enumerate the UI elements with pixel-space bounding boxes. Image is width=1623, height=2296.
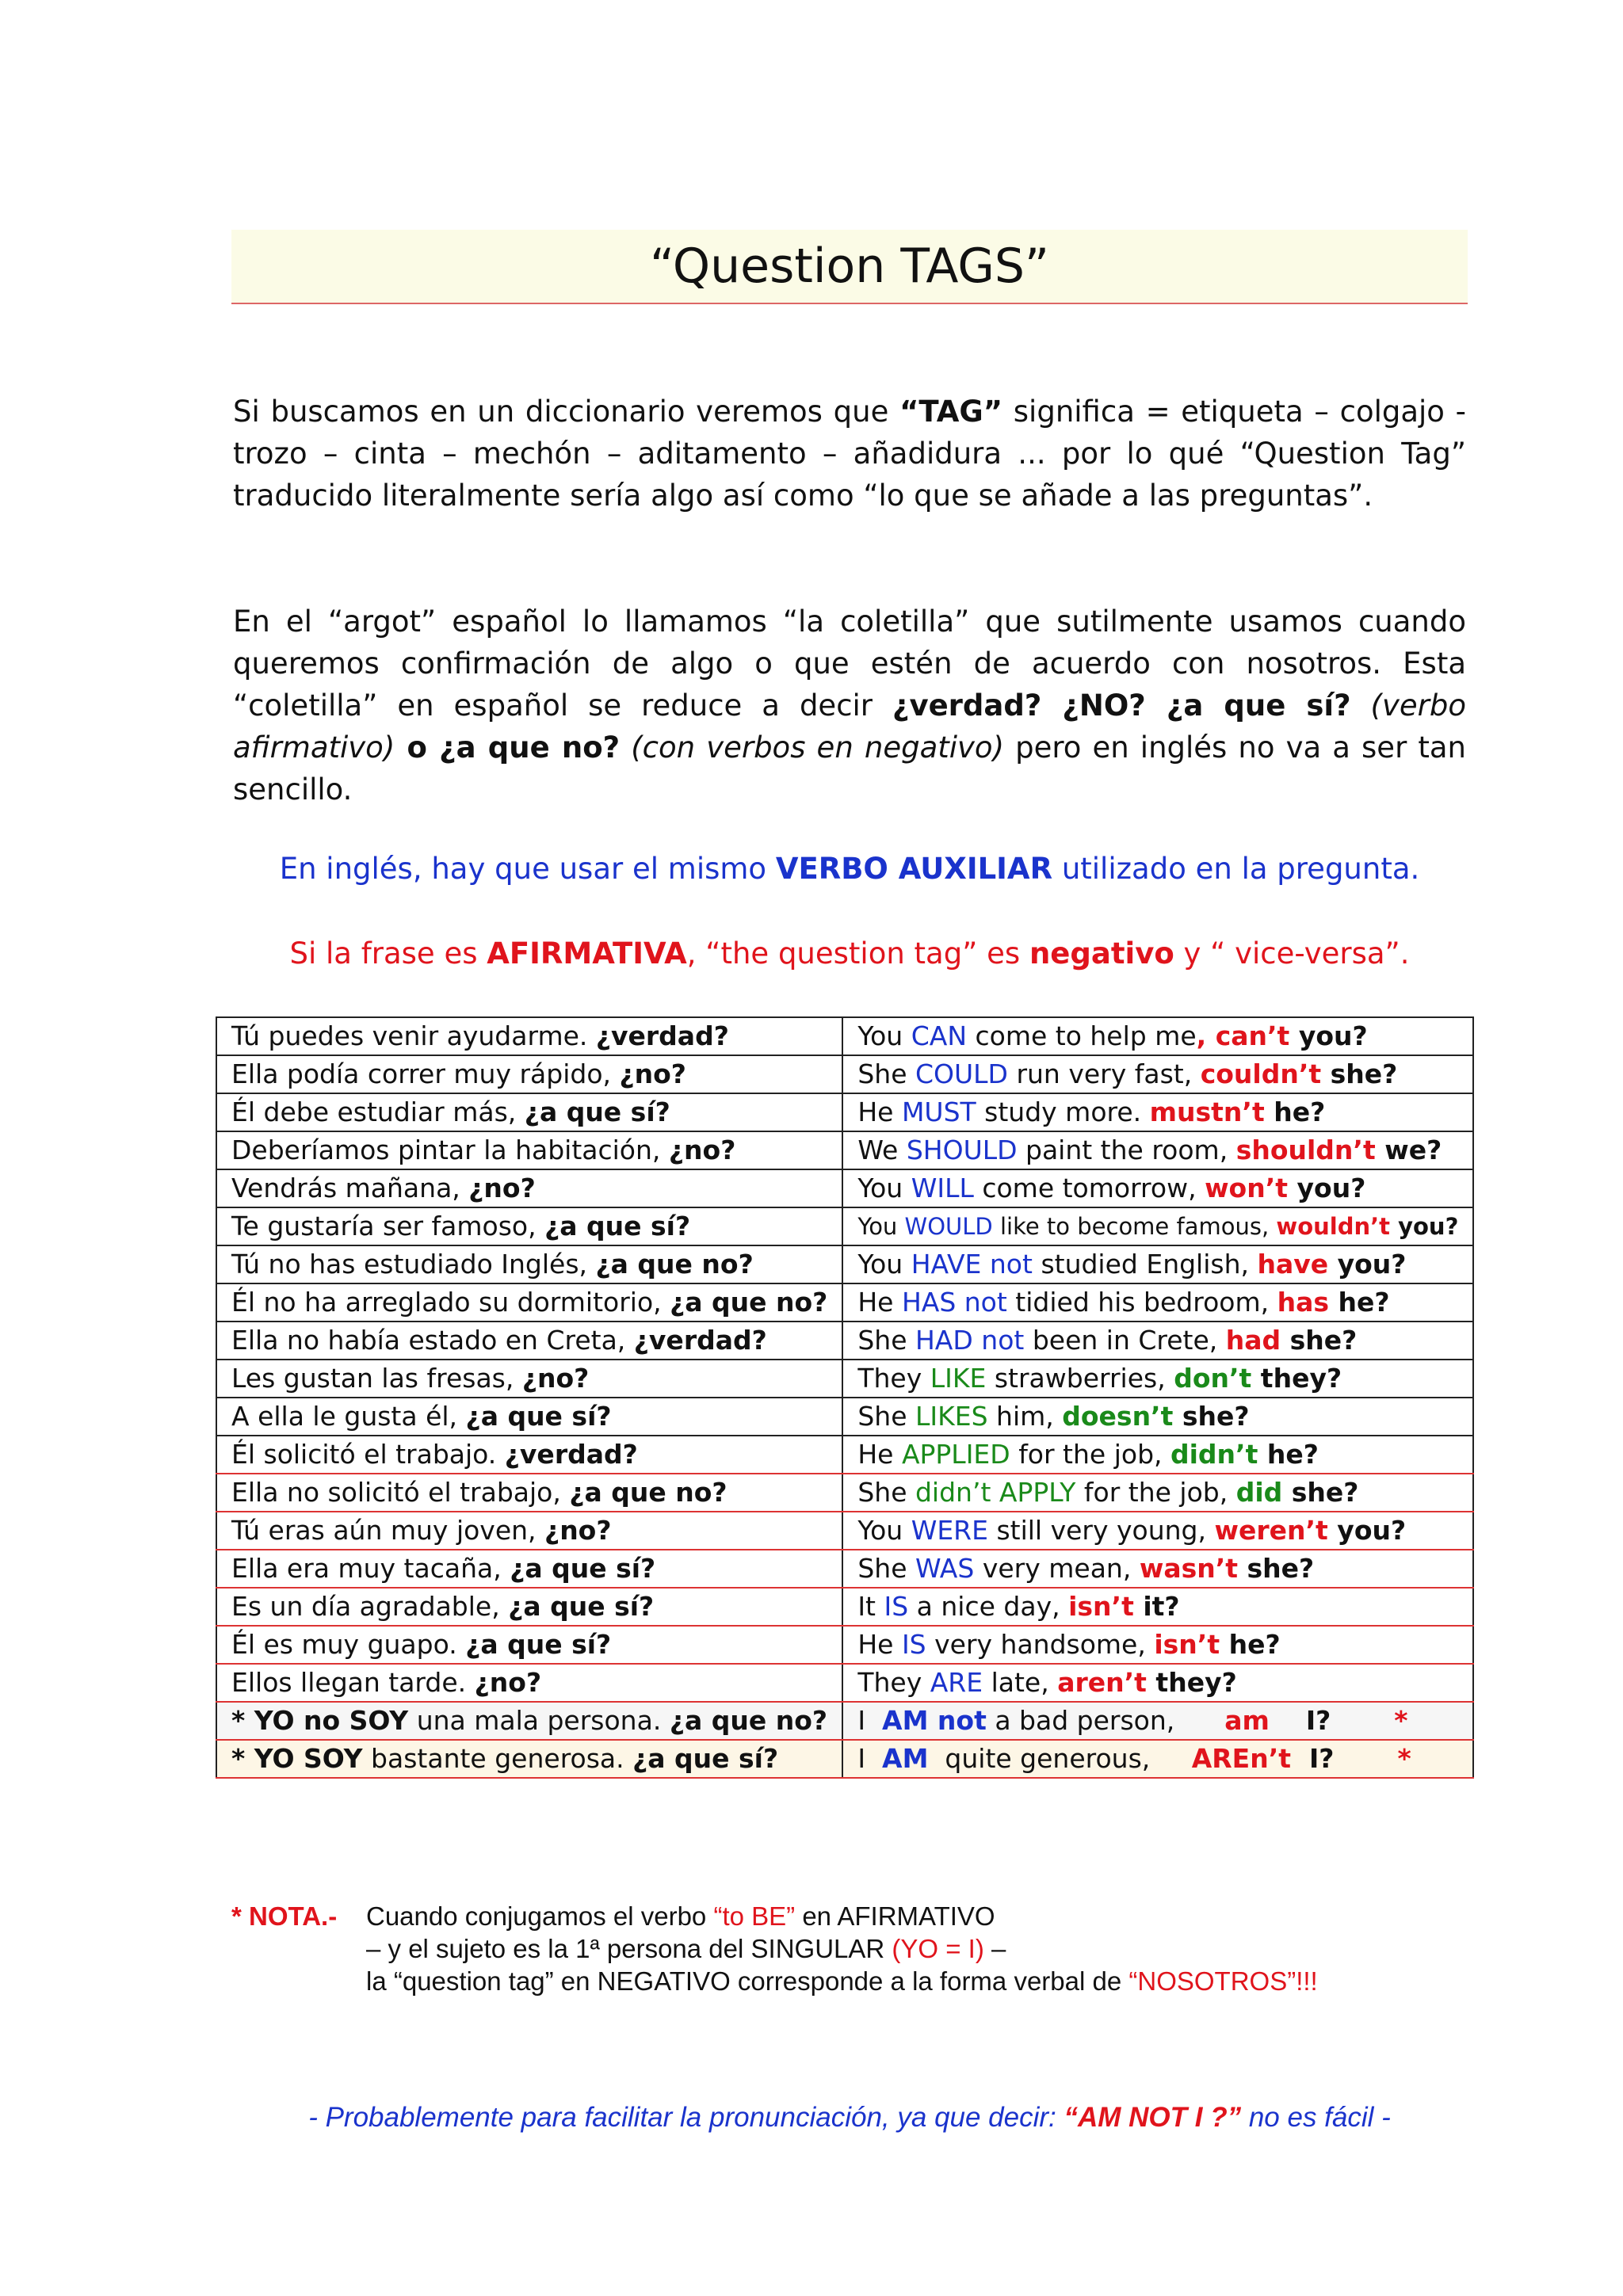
table-row (216, 1169, 1473, 1207)
english-rest: come to help me (967, 1020, 1197, 1051)
spanish-tag: ¿a que no? (670, 1287, 828, 1318)
intro-text-rest: significa = etiqueta – colgajo - trozo – cinta – mechón – aditamento – añadidura ... por lo qué “Question Tag” traducido literalmente sería algo así como “lo que se añade a las preguntas”. (233, 395, 1466, 513)
english-rest: studied English, (1032, 1249, 1258, 1280)
rule1-highlight: VERBO AUXILIAR (775, 852, 1053, 886)
table-row (216, 1664, 1473, 1702)
tag-pronoun: he? (1264, 1097, 1326, 1127)
auxiliary-verb: IS (884, 1591, 909, 1622)
english-subject: You (857, 1249, 911, 1280)
question-tag: has (1277, 1287, 1329, 1318)
english-rest: a nice day, (908, 1591, 1069, 1622)
table-row (216, 1626, 1473, 1664)
footer-note (231, 2102, 1468, 2134)
affirmative-note: (verbo afirmativo) (233, 688, 1466, 765)
argot-text-rest: pero en inglés no va a ser tan sencillo. (233, 730, 1467, 807)
question-tag: weren’t (1214, 1515, 1328, 1546)
table-row (216, 1017, 1473, 1055)
spanish-sentence: Ellos llegan tarde. (231, 1667, 475, 1698)
spanish-tag: ¿no? (474, 1667, 542, 1698)
spanish-tag: ¿no? (521, 1363, 590, 1394)
tag-pronoun: he? (1220, 1629, 1281, 1660)
spanish-tag: ¿no? (468, 1173, 536, 1203)
question-tag: am (1224, 1705, 1270, 1736)
question-tag: had (1225, 1325, 1281, 1356)
spanish-cell (216, 1740, 842, 1778)
spanish-tag: ¿a que no? (569, 1477, 727, 1508)
tag-pronoun: she? (1321, 1058, 1398, 1089)
english-rest: him, (987, 1401, 1063, 1432)
auxiliary-verb: AM not (882, 1705, 987, 1736)
english-subject: He (857, 1629, 902, 1660)
table-row (216, 1055, 1473, 1093)
rule-auxiliary (231, 852, 1468, 886)
auxiliary-verb: APPLIED (901, 1439, 1010, 1470)
tag-pronoun: they? (1146, 1667, 1237, 1698)
spanish-tag: ¿no? (619, 1058, 686, 1089)
english-subject: They (857, 1363, 930, 1394)
spanish-cell (216, 1017, 842, 1055)
english-subject: He (857, 1097, 902, 1127)
question-tag: have (1257, 1249, 1329, 1280)
english-subject: We (857, 1135, 907, 1165)
rule-polarity (231, 936, 1468, 971)
question-tag: didn’t (1170, 1439, 1258, 1470)
english-rest: been in Crete, (1024, 1325, 1226, 1356)
english-subject: She (857, 1401, 915, 1432)
question-tag: did (1235, 1477, 1283, 1508)
spanish-sentence: Vendrás mañana, (231, 1173, 469, 1203)
table-row (216, 1283, 1473, 1322)
english-cell (842, 1283, 1473, 1322)
spanish-sentence: Es un día agradable, (231, 1591, 509, 1622)
table-row (216, 1360, 1473, 1398)
auxiliary-verb: HAVE not (911, 1249, 1033, 1280)
auxiliary-verb: WOULD (904, 1213, 993, 1240)
rule1-text: En inglés, hay que usar el mismo (279, 852, 776, 886)
spanish-tag: ¿a que sí? (465, 1629, 612, 1660)
question-tag: don’t (1174, 1363, 1252, 1394)
tag-pronoun: we? (1375, 1135, 1442, 1165)
spanish-sentence: Tú no has estudiado Inglés, (231, 1249, 596, 1280)
auxiliary-verb: AM (882, 1743, 929, 1774)
spanish-tag: ¿a que sí? (632, 1743, 779, 1774)
question-tag: wasn’t (1139, 1553, 1239, 1584)
english-cell (842, 1512, 1473, 1550)
english-rest: paint the room, (1017, 1135, 1236, 1165)
tag-term: “TAG” (899, 395, 1003, 429)
spanish-tags-affirmative: ¿verdad? ¿NO? ¿a que sí? (892, 688, 1351, 723)
english-rest: study more. (976, 1097, 1150, 1127)
nota-l1-text: Cuando conjugamos el verbo (366, 1901, 714, 1931)
english-cell (842, 1740, 1473, 1778)
english-rest: strawberries, (986, 1363, 1174, 1394)
tag-pronoun: she? (1238, 1553, 1315, 1584)
english-subject: He (857, 1287, 902, 1318)
english-subject: She (857, 1058, 915, 1089)
english-subject: She (857, 1325, 915, 1356)
spanish-sentence: Ella no había estado en Creta, (231, 1325, 634, 1356)
nota-line-1 (366, 1900, 995, 1932)
argot-paragraph (233, 601, 1466, 810)
conjunction: o (395, 730, 440, 765)
english-rest: come tomorrow, (973, 1173, 1205, 1203)
english-cell (842, 1245, 1473, 1283)
spanish-cell (216, 1702, 842, 1740)
english-cell (842, 1131, 1473, 1169)
english-cell (842, 1017, 1473, 1055)
rule2-negativo: negativo (1029, 936, 1174, 971)
auxiliary-verb: CAN (911, 1020, 968, 1051)
rule2-text: Si la frase es (289, 936, 487, 971)
intro-text: Si buscamos en un diccionario veremos que (233, 395, 900, 429)
english-cell (842, 1474, 1473, 1512)
english-rest: run very fast, (1007, 1058, 1201, 1089)
question-tag: AREn’t (1191, 1743, 1292, 1774)
nota-l2-text: – y el sujeto es la 1ª persona del SINGULAR (366, 1934, 892, 1963)
spanish-sentence: Él es muy guapo. (231, 1629, 466, 1660)
english-rest: very handsome, (926, 1629, 1155, 1660)
english-rest: very mean, (974, 1553, 1140, 1584)
table-row (216, 1474, 1473, 1512)
english-cell (842, 1398, 1473, 1436)
table-row (216, 1131, 1473, 1169)
rule2-afirmativa: AFIRMATIVA (487, 936, 687, 971)
nota-line-2 (366, 1932, 1006, 1965)
english-cell (842, 1436, 1473, 1474)
auxiliary-verb: WAS (915, 1553, 975, 1584)
spanish-cell (216, 1398, 842, 1436)
english-subject: You (857, 1515, 911, 1546)
english-cell (842, 1055, 1473, 1093)
nota-l1-end: en AFIRMATIVO (795, 1901, 995, 1931)
spanish-tag-negative: ¿a que no? (439, 730, 621, 765)
auxiliary-verb: LIKE (930, 1363, 987, 1394)
auxiliary-verb: MUST (901, 1097, 976, 1127)
english-cell (842, 1360, 1473, 1398)
spanish-tag: ¿verdad? (633, 1325, 767, 1356)
english-rest: a bad person, (986, 1705, 1225, 1736)
tag-pronoun: she? (1173, 1401, 1250, 1432)
spanish-tag: ¿a que no? (669, 1705, 828, 1736)
spanish-sentence: Ella no solicitó el trabajo, (231, 1477, 570, 1508)
spanish-cell (216, 1664, 842, 1702)
spanish-tag: ¿no? (544, 1515, 612, 1546)
table-row (216, 1588, 1473, 1626)
spanish-tag: ¿a que no? (595, 1249, 754, 1280)
english-rest: quite generous, (928, 1743, 1192, 1774)
title-box (231, 230, 1468, 304)
tag-pronoun: you? (1288, 1173, 1366, 1203)
english-rest: like to become famous, (992, 1213, 1277, 1240)
spanish-cell (216, 1169, 842, 1207)
auxiliary-verb: SHOULD (906, 1135, 1018, 1165)
spanish-sentence: Ella podía correr muy rápido, (231, 1058, 620, 1089)
tag-pronoun: you? (1328, 1249, 1407, 1280)
nota-yo-i: (YO = I) (892, 1934, 984, 1963)
nota-label: * NOTA.- (231, 1901, 338, 1931)
english-subject: I (857, 1705, 883, 1736)
spanish-sentence: A ella le gusta él, (231, 1401, 466, 1432)
english-cell (842, 1169, 1473, 1207)
spanish-cell (216, 1550, 842, 1588)
english-subject: She (857, 1477, 915, 1508)
spanish-tag: ¿a que sí? (510, 1553, 656, 1584)
spanish-cell (216, 1626, 842, 1664)
tag-pronoun: they? (1251, 1363, 1342, 1394)
english-rest: for the job, (1010, 1439, 1170, 1470)
auxiliary-verb: LIKES (915, 1401, 988, 1432)
spanish-cell (216, 1245, 842, 1283)
nota-l3-text: la “question tag” en NEGATIVO corresponde a la forma verbal de (366, 1966, 1129, 1996)
spanish-cell (216, 1322, 842, 1360)
tag-pronoun: you? (1327, 1515, 1407, 1546)
rule1-text-end: utilizado en la pregunta. (1052, 852, 1420, 886)
english-cell (842, 1702, 1473, 1740)
table-row (216, 1093, 1473, 1131)
tag-pronoun: I? (1291, 1743, 1335, 1774)
spanish-sentence: Tú eras aún muy joven, (231, 1515, 545, 1546)
nota-line-3 (366, 1965, 1318, 1997)
footer-am-not-i: “AM NOT I ?” (1064, 2102, 1242, 2133)
table-row (216, 1550, 1473, 1588)
asterisk-mark: * (1394, 1705, 1408, 1736)
spanish-sentence: Ella era muy tacaña, (231, 1553, 510, 1584)
spanish-cell (216, 1474, 842, 1512)
spanish-cell (216, 1436, 842, 1474)
english-subject: You (857, 1020, 911, 1051)
english-subject: He (857, 1439, 902, 1470)
spanish-tag: ¿a que sí? (544, 1211, 691, 1241)
question-tag: doesn’t (1062, 1401, 1174, 1432)
spanish-sentence: Te gustaría ser famoso, (231, 1211, 545, 1241)
question-tag: wouldn’t (1276, 1213, 1390, 1240)
question-tag: mustn’t (1149, 1097, 1265, 1127)
auxiliary-verb: IS (901, 1629, 926, 1660)
tag-pronoun: she? (1281, 1325, 1358, 1356)
english-rest: tidied his bedroom, (1006, 1287, 1277, 1318)
negative-note: (con verbos en negativo) (620, 730, 1004, 765)
spanish-cell (216, 1207, 842, 1245)
auxiliary-verb: HAD not (915, 1325, 1025, 1356)
table-row (216, 1436, 1473, 1474)
rule2-text-end: y “ vice-versa”. (1174, 936, 1410, 971)
auxiliary-verb: WERE (911, 1515, 988, 1546)
spanish-cell (216, 1512, 842, 1550)
tag-pronoun: it? (1133, 1591, 1180, 1622)
asterisk-mark: * (1397, 1743, 1411, 1774)
examples-table (216, 1016, 1474, 1779)
english-subject: I (857, 1743, 883, 1774)
english-cell (842, 1588, 1473, 1626)
english-subject: It (857, 1591, 884, 1622)
tag-pronoun: he? (1258, 1439, 1319, 1470)
spanish-tag: ¿verdad? (504, 1439, 638, 1470)
spanish-sentence: Les gustan las fresas, (231, 1363, 522, 1394)
spanish-cell (216, 1093, 842, 1131)
english-subject: You (857, 1213, 905, 1240)
spanish-cell (216, 1283, 842, 1322)
intro-paragraph (233, 391, 1466, 517)
spanish-cell (216, 1131, 842, 1169)
question-tag: , can’t (1196, 1020, 1290, 1051)
footer-text-end: no es fácil - (1241, 2102, 1391, 2133)
table-row (216, 1322, 1473, 1360)
english-cell (842, 1550, 1473, 1588)
tag-pronoun: she? (1282, 1477, 1359, 1508)
argot-text: En el “argot” español lo llamamos “la coletilla” que sutilmente usamos cuando queremos confirmación de algo o que estén de acuerdo con nosotros. Esta “coletilla” en español se reduce a decir (233, 605, 1466, 723)
spanish-tag: ¿no? (668, 1135, 736, 1165)
tag-pronoun: you? (1390, 1213, 1459, 1240)
spanish-tag: ¿a que sí? (465, 1401, 612, 1432)
question-tag: couldn’t (1200, 1058, 1322, 1089)
rule2-text-mid: , “the question tag” es (686, 936, 1029, 971)
table-row-special (216, 1740, 1473, 1778)
nota-nosotros: “NOSOTROS”!!! (1128, 1966, 1318, 1996)
nota-l2-end: – (983, 1934, 1006, 1963)
table-row (216, 1207, 1473, 1245)
english-cell (842, 1664, 1473, 1702)
tag-pronoun: he? (1328, 1287, 1390, 1318)
question-tag: aren’t (1057, 1667, 1147, 1698)
spanish-sentence: bastante generosa. (362, 1743, 633, 1774)
table-row (216, 1512, 1473, 1550)
question-tag: shouldn’t (1235, 1135, 1376, 1165)
auxiliary-verb: COULD (915, 1058, 1008, 1089)
english-subject: You (857, 1173, 911, 1203)
footer-text: - Probablemente para facilitar la pronunciación, ya que decir: (308, 2102, 1064, 2133)
english-subject: She (857, 1553, 915, 1584)
spanish-tag: ¿a que sí? (524, 1097, 670, 1127)
table-row-special (216, 1702, 1473, 1740)
tag-pronoun: I? (1269, 1705, 1331, 1736)
table-row (216, 1245, 1473, 1283)
spanish-cell (216, 1055, 842, 1093)
spanish-cell (216, 1360, 842, 1398)
question-tag: isn’t (1154, 1629, 1220, 1660)
english-cell (842, 1626, 1473, 1664)
english-cell (842, 1207, 1473, 1245)
page-title: “Question TAGS” (649, 238, 1050, 294)
spanish-subject-verb: * YO SOY (231, 1743, 363, 1774)
spanish-cell (216, 1588, 842, 1626)
english-subject: They (857, 1667, 930, 1698)
english-rest: late, (983, 1667, 1058, 1698)
nota-to-be: “to BE” (713, 1901, 796, 1931)
question-tag: won’t (1205, 1173, 1289, 1203)
english-rest: for the job, (1075, 1477, 1236, 1508)
question-tag: isn’t (1068, 1591, 1134, 1622)
spanish-tag: ¿a que sí? (508, 1591, 655, 1622)
spanish-sentence: Tú puedes venir ayudarme. (231, 1020, 596, 1051)
spanish-sentence: una mala persona. (408, 1705, 670, 1736)
spanish-sentence: Él solicitó el trabajo. (231, 1439, 505, 1470)
auxiliary-verb: HAS not (901, 1287, 1007, 1318)
spanish-subject-verb: * YO no SOY (231, 1705, 409, 1736)
auxiliary-verb: ARE (930, 1667, 983, 1698)
english-cell (842, 1322, 1473, 1360)
english-rest: still very young, (987, 1515, 1215, 1546)
auxiliary-verb: didn’t APPLY (915, 1477, 1076, 1508)
spanish-tag: ¿verdad? (595, 1020, 729, 1051)
spanish-sentence: Él debe estudiar más, (231, 1097, 525, 1127)
spanish-sentence: Él no ha arreglado su dormitorio, (231, 1287, 670, 1318)
tag-pronoun: you? (1289, 1020, 1368, 1051)
spanish-sentence: Deberíamos pintar la habitación, (231, 1135, 669, 1165)
english-cell (842, 1093, 1473, 1131)
auxiliary-verb: WILL (911, 1173, 974, 1203)
table-row (216, 1398, 1473, 1436)
